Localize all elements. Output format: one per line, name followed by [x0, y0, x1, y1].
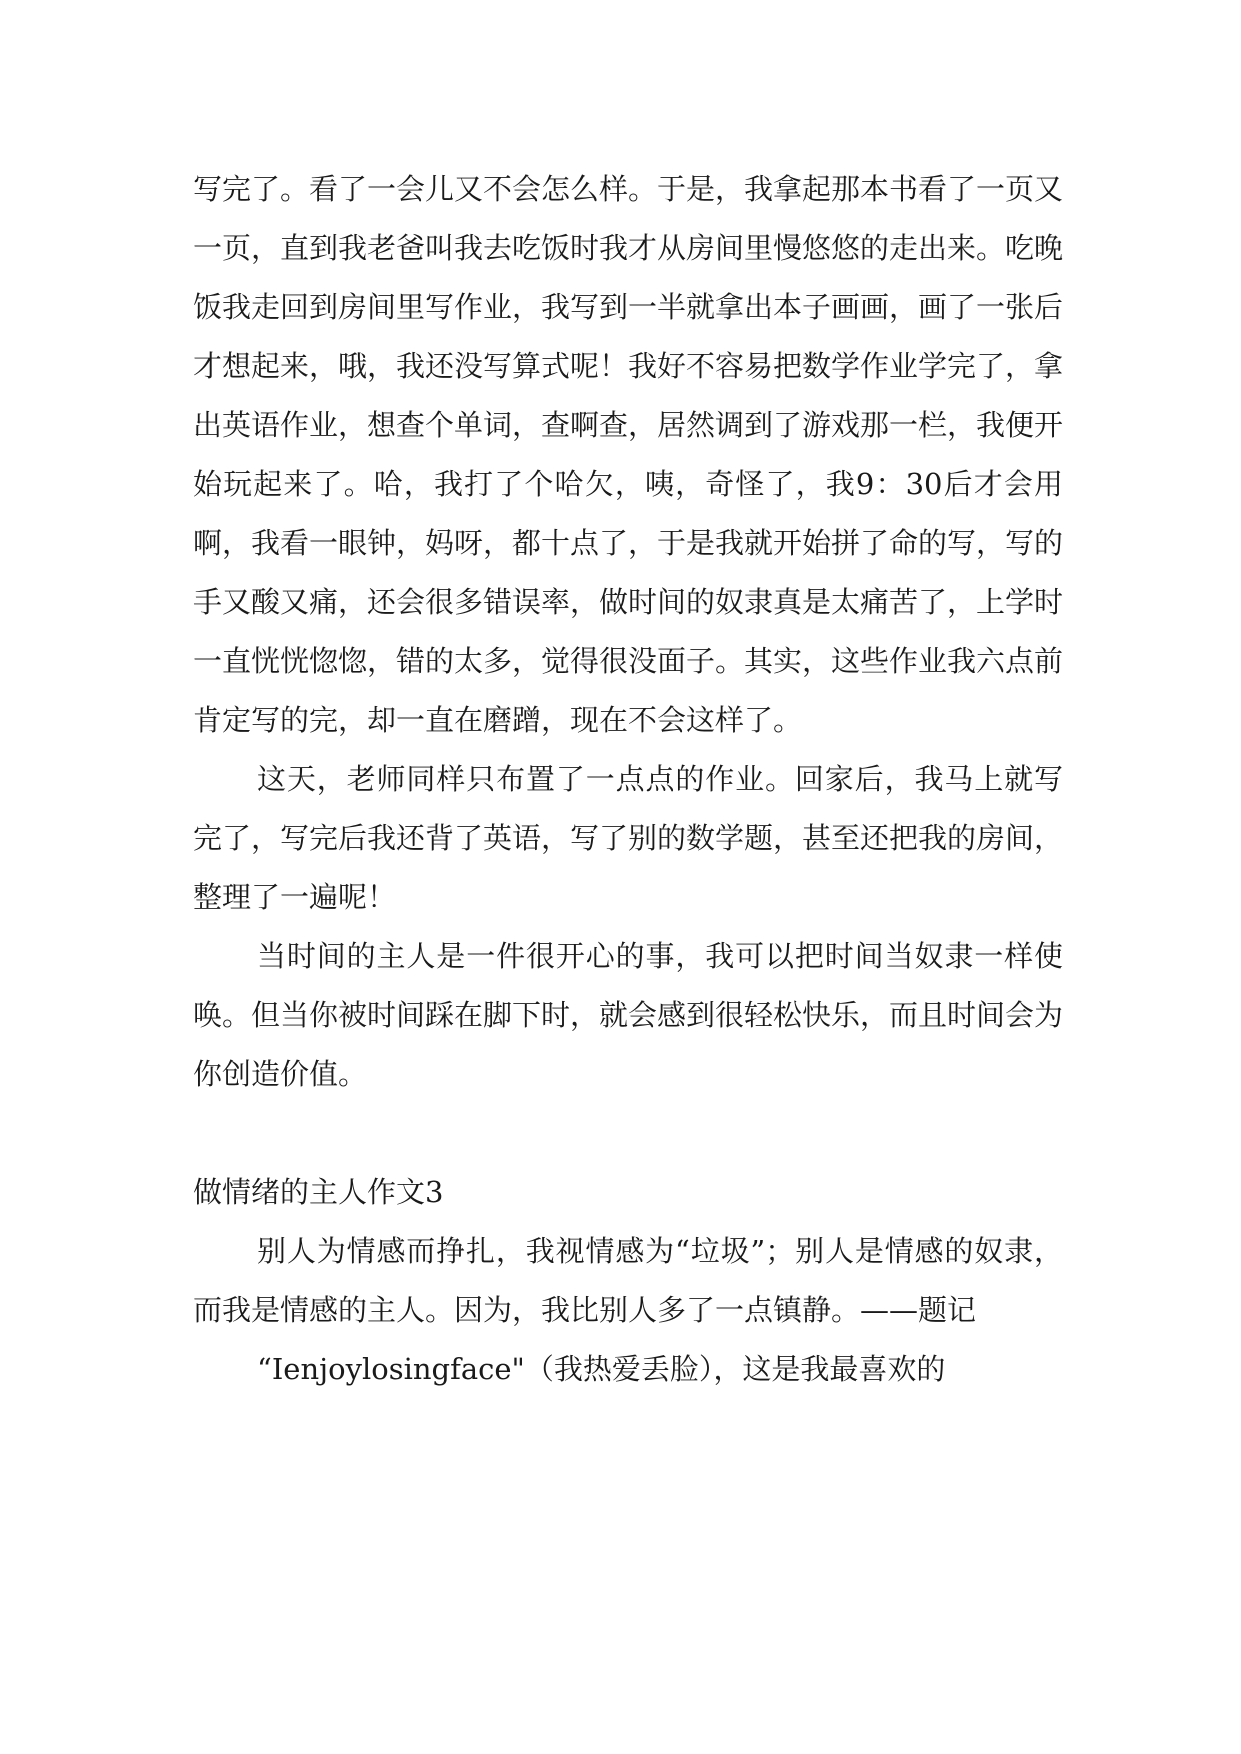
- paragraph-4: 别人为情感而挣扎，我视情感为“垃圾”；别人是情感的奴隶，而我是情感的主人。因为，我比别人多了一点镇静。——题记: [193, 1234, 1063, 1327]
- paragraph-1: 写完了。看了一会儿又不会怎么样。于是，我拿起那本书看了一页又一页，直到我老爸叫我去吃饭时我才从房间里慢悠悠的走出来。吃晚饭我走回到房间里写作业，我写到一半就拿出本子画画，画了一张后才想起来，哦，我还没写算式呢！我好不容易把数学作业学完了，拿出英语作业，想查个单词，查啊查，居然调到了游戏那一栏，我便开始玩起来了。哈，我打了个哈欠，咦，奇怪了，我9：30后才会用啊，我看一眼钟，妈呀，都十点了，于是我就开始拼了命的写，写的手又酸又痛，还会很多错误率，做时间的奴隶真是太痛苦了，上学时一直恍恍惚惚，错的太多，觉得很没面子。其实，这些作业我六点前肯定写的完，却一直在磨蹭，现在不会这样了。: [193, 172, 1064, 737]
- section-heading: 做情绪的主人作文3: [193, 1175, 444, 1209]
- paragraph-3: 当时间的主人是一件很开心的事，我可以把时间当奴隶一样使唤。但当你被时间踩在脚下时，就会感到很轻松快乐，而且时间会为你创造价值。: [193, 939, 1064, 1091]
- paragraph-2: 这天，老师同样只布置了一点点的作业。回家后，我马上就写完了，写完后我还背了英语，写了别的数学题，甚至还把我的房间，整理了一遍呢！: [193, 762, 1064, 914]
- document-body: [193, 160, 1063, 1399]
- paragraph-5: “Ienjoylosingface"（我热爱丢脸），这是我最喜欢的: [257, 1352, 946, 1386]
